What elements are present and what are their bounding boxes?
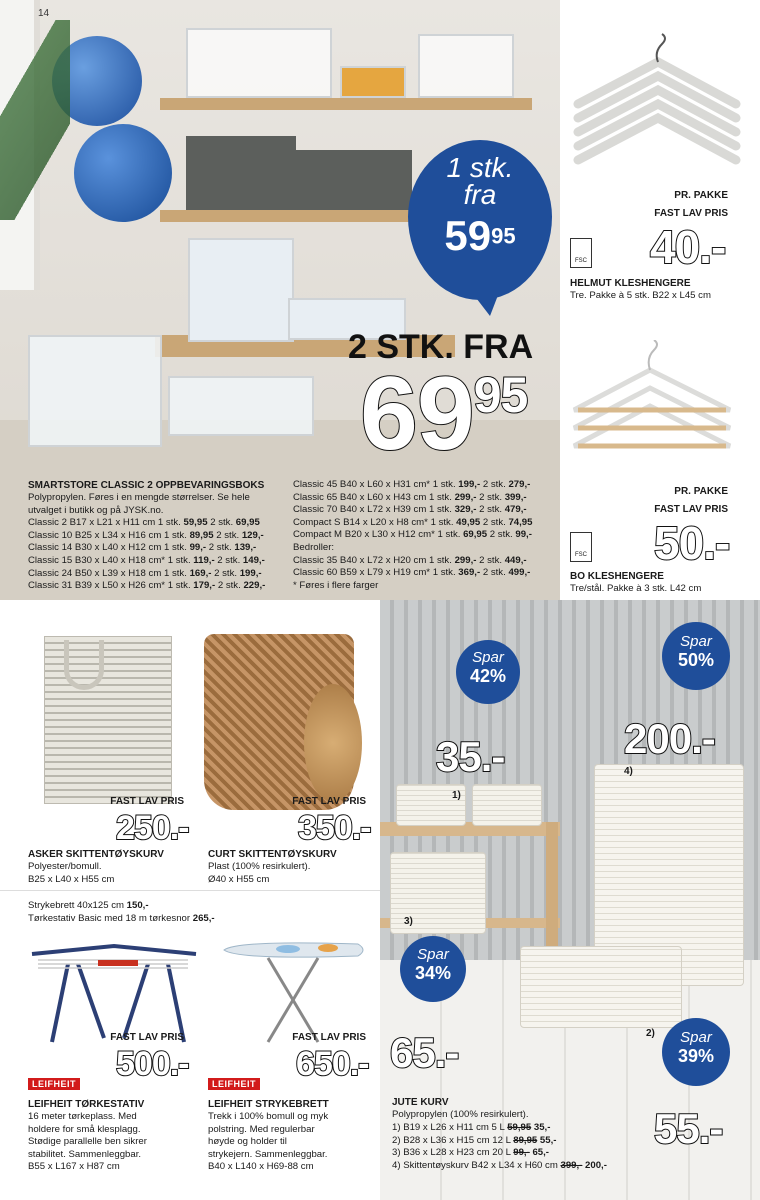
size-row-mid: 2 stk.: [480, 516, 509, 528]
size-row-price1: 329,-: [454, 504, 477, 516]
bag-handle: [64, 640, 104, 690]
asker-desc: Polyester/bomull.: [28, 861, 102, 872]
misc-line: Strykebrett 40x125 cm 150,-: [28, 900, 149, 911]
storage-box: [188, 238, 294, 342]
laundry-panel: [0, 600, 380, 1200]
size-row-price1: 59,95: [183, 517, 208, 529]
jute-basket-1: [472, 784, 542, 826]
helmut-per: PR. PAKKE: [674, 190, 728, 201]
size-row: [293, 555, 558, 568]
pine-branch: [0, 20, 70, 220]
size-row: [293, 567, 558, 580]
marker: 4): [624, 766, 633, 777]
size-row-price1: 49,95: [456, 516, 481, 528]
size-row-price1: 119,-: [193, 554, 215, 566]
size-row-mid: 2 stk.: [207, 517, 236, 529]
size-row-price2: 74,95: [508, 516, 533, 528]
size-row-text: Classic 60 B59 x L79 x H19 cm* 1 stk.: [293, 567, 459, 579]
leifheit-logo: LEIFHEIT: [208, 1078, 260, 1090]
size-row-price2: 149,-: [242, 554, 265, 566]
big-price-main: 69: [360, 356, 474, 472]
marker: 2): [646, 1028, 655, 1039]
size-row-price2: 399,-: [504, 491, 527, 503]
smartstore-desc: utvalget i butikk og på JYSK.no.: [28, 504, 164, 516]
size-row: [28, 542, 293, 555]
jute-desc: Polypropylen (100% resirkulert).: [392, 1109, 529, 1120]
size-row: [28, 517, 293, 530]
size-row-price1: 199,-: [458, 479, 481, 490]
size-row: [293, 492, 558, 505]
headline: 2 STK. FRA: [348, 328, 534, 366]
size-row-text: Classic 2 B17 x L21 x H11 cm 1 stk.: [28, 517, 184, 529]
size-row-price2: 199,-: [239, 567, 262, 579]
size-row-price2: 139,-: [234, 542, 257, 554]
size-row-text: Compact M B20 x L30 x H12 cm* 1 stk.: [293, 529, 464, 541]
basket-lid: [304, 684, 362, 802]
size-row-price1: 169,-: [189, 567, 212, 579]
bench-leg: [546, 822, 558, 950]
jute-panel: [380, 600, 760, 1200]
ornament: [74, 124, 172, 222]
jute-price: 35.-: [436, 733, 505, 780]
hero-photo: [0, 0, 560, 600]
spar-badge: Spar 42%: [456, 640, 520, 704]
size-row: [28, 580, 293, 593]
strykebrett-desc: Trekk i 100% bomull og myk polstring. Med regulerbar høyde og holder til strykejern. Sammenleggbar. B40 x L140 x H69-88 cm: [208, 1111, 329, 1173]
curt-desc: Ø40 x H55 cm: [208, 874, 270, 885]
size-row-text: Classic 65 B40 x L60 x H43 cm 1 stk.: [293, 491, 455, 503]
size-row-price2: 229,-: [243, 580, 266, 592]
curt-desc: Plast (100% resirkulert).: [208, 861, 311, 872]
torkestativ-title: LEIFHEIT TØRKESTATIV: [28, 1099, 145, 1110]
jute-row: 2) B28 x L36 x H15 cm 12 L 89,95 55,-: [392, 1134, 557, 1146]
jute-row: 4) Skittentøyskurv B42 x L34 x H60 cm 399,- 200,-: [392, 1159, 607, 1171]
storage-box: [186, 28, 332, 98]
size-row-text: Classic 35 B40 x L72 x H20 cm 1 stk.: [293, 554, 455, 566]
helmut-desc: Tre. Pakke à 5 stk. B22 x L45 cm: [570, 290, 711, 301]
asker-title: ASKER SKITTENTØYSKURV: [28, 849, 164, 860]
size-row-text: Classic 14 B30 x L40 x H12 cm 1 stk.: [28, 542, 190, 554]
jute-price: 55.-: [654, 1105, 723, 1152]
big-price-cents: 95: [473, 367, 528, 423]
curt-tag: FAST LAV PRIS: [292, 796, 366, 807]
bo-tag: FAST LAV PRIS: [654, 504, 728, 515]
jute-price: 200.-: [624, 715, 715, 762]
jute-row: 1) B19 x L26 x H11 cm 5 L 59,95 35,-: [392, 1122, 551, 1133]
fsc-logo: FSC: [570, 238, 592, 268]
size-row-price2: 99,-: [515, 529, 532, 541]
size-row-mid: 2 stk.: [480, 567, 509, 579]
drying-rack-image: [28, 934, 200, 1044]
price-bubble: [408, 140, 552, 300]
storage-box-gray: [186, 136, 296, 210]
size-row-text: Classic 70 B40 x L72 x H39 cm 1 stk.: [293, 504, 455, 516]
size-row-mid: 2 stk.: [215, 580, 244, 592]
strykebrett-price: 650.-: [296, 1045, 369, 1083]
shelf: [160, 210, 420, 222]
spar-badge: Spar 39%: [662, 1018, 730, 1086]
size-row-price1: 299,-: [454, 491, 477, 503]
size-row-text: Bedroller:: [293, 541, 335, 553]
size-row: [28, 530, 293, 543]
size-row-price1: 89,95: [189, 529, 214, 541]
helmut-title: HELMUT KLESHENGERE: [570, 278, 691, 289]
smartstore-title: SMARTSTORE CLASSIC 2 OPPBEVARINGSBOKS: [28, 480, 265, 491]
size-row-price2: 449,-: [504, 554, 527, 566]
jute-row: 3) B36 x L28 x H23 cm 20 L 99,- 65,-: [392, 1147, 549, 1159]
size-row-mid: 2 stk.: [480, 479, 509, 490]
leifheit-logo: LEIFHEIT: [28, 1078, 80, 1090]
size-row-mid: 2 stk.: [476, 491, 505, 503]
metal-hangers-image: [570, 340, 740, 460]
storage-box-gray: [294, 150, 412, 210]
shelf: [160, 98, 532, 110]
torkestativ-price: 500.-: [116, 1045, 189, 1083]
bo-price: 50.-: [654, 517, 730, 569]
jute-title: JUTE KURV: [392, 1097, 449, 1108]
size-row: [28, 555, 293, 568]
bo-per: PR. PAKKE: [674, 486, 728, 497]
size-row-mid: 2 stk.: [487, 529, 516, 541]
size-row-price1: 179,-: [193, 580, 216, 592]
size-row-mid: 2 stk.: [214, 554, 243, 566]
bubble-line1: 1 stk.: [446, 152, 514, 183]
big-price: [360, 356, 528, 472]
size-row-mid: 2 stk.: [476, 554, 505, 566]
size-row: [293, 580, 558, 593]
bubble-tail: [470, 290, 500, 316]
marker: 1): [452, 790, 461, 801]
torkestativ-desc: 16 meter tørkeplass. Med holdere for små klesplagg. Stødige parallelle ben sikrer stabilitet. Sammenleggbar. B55 x L167 x H87 cm: [28, 1111, 147, 1173]
size-row: [28, 568, 293, 581]
helmut-price: 40.-: [650, 221, 726, 273]
size-row: [293, 504, 558, 517]
strykebrett-tag: FAST LAV PRIS: [292, 1032, 366, 1043]
size-row-text: Classic 10 B25 x L34 x H16 cm 1 stk.: [28, 529, 190, 541]
asker-desc: B25 x L40 x H55 cm: [28, 874, 115, 885]
asker-tag: FAST LAV PRIS: [110, 796, 184, 807]
size-row-price2: 499,-: [508, 567, 531, 579]
size-row-mid: 2 stk.: [211, 567, 240, 579]
size-row: [293, 479, 558, 492]
spar-badge: Spar 50%: [662, 622, 730, 690]
curt-price: 350.-: [298, 809, 371, 847]
size-row-price2: 129,-: [241, 529, 264, 541]
size-row-price1: 69,95: [463, 529, 488, 541]
size-row-mid: 2 stk.: [206, 542, 235, 554]
curt-title: CURT SKITTENTØYSKURV: [208, 849, 337, 860]
size-row-text: Classic 15 B30 x L40 x H18 cm* 1 stk.: [28, 554, 194, 566]
jute-price: 65.-: [390, 1029, 459, 1076]
bo-title: BO KLESHENGERE: [570, 571, 664, 582]
size-row-text: Compact S B14 x L20 x H8 cm* 1 stk.: [293, 516, 457, 528]
size-row-text: * Føres i flere farger: [293, 579, 379, 591]
jute-basket-2: [520, 946, 682, 1028]
size-row-price1: 299,-: [454, 554, 477, 566]
storage-box: [168, 376, 314, 436]
page-number: 14: [38, 8, 50, 19]
smartstore-desc: Polypropylen. Føres i en mengde størrelser. Se hele: [28, 492, 250, 503]
size-row-price1: 99,-: [189, 542, 207, 554]
smartstore-text: [28, 479, 558, 595]
fsc-logo: FSC: [570, 532, 592, 562]
size-row-price1: 369,-: [458, 567, 481, 579]
jute-rows: [392, 1122, 652, 1172]
asker-price: 250.-: [116, 809, 189, 847]
wooden-hangers-image: [566, 32, 746, 182]
size-row-price2: 69,95: [235, 517, 260, 529]
size-row-mid: 2 stk.: [213, 529, 242, 541]
storage-box: [28, 335, 162, 447]
misc-line: Tørkestativ Basic med 18 m tørkesnor 265,-: [28, 913, 215, 924]
size-row-mid: 2 stk.: [476, 504, 505, 516]
bubble-price-cents: 95: [491, 223, 516, 249]
size-row: [293, 529, 558, 542]
size-row: [293, 517, 558, 530]
torkestativ-tag: FAST LAV PRIS: [110, 1032, 184, 1043]
divider: [0, 890, 380, 891]
marker: 3): [404, 916, 413, 927]
bubble-line2: fra: [463, 179, 497, 210]
size-row-text: Classic 45 B40 x L60 x H31 cm* 1 stk.: [293, 479, 459, 490]
storage-box: [340, 66, 406, 98]
strykebrett-title: LEIFHEIT STRYKEBRETT: [208, 1099, 329, 1110]
bo-desc: Tre/stål. Pakke à 3 stk. L42 cm: [570, 583, 702, 594]
helmut-tag: FAST LAV PRIS: [654, 208, 728, 219]
size-row-text: Classic 24 B50 x L39 x H18 cm 1 stk.: [28, 567, 190, 579]
bubble-price: 59: [444, 212, 492, 259]
size-row: [293, 542, 558, 555]
size-row-price2: 279,-: [508, 479, 531, 490]
size-row-price2: 479,-: [504, 504, 527, 516]
size-row-text: Classic 31 B39 x L50 x H26 cm* 1 stk.: [28, 580, 194, 592]
spar-badge: Spar 34%: [400, 936, 466, 1002]
storage-box: [418, 34, 514, 98]
